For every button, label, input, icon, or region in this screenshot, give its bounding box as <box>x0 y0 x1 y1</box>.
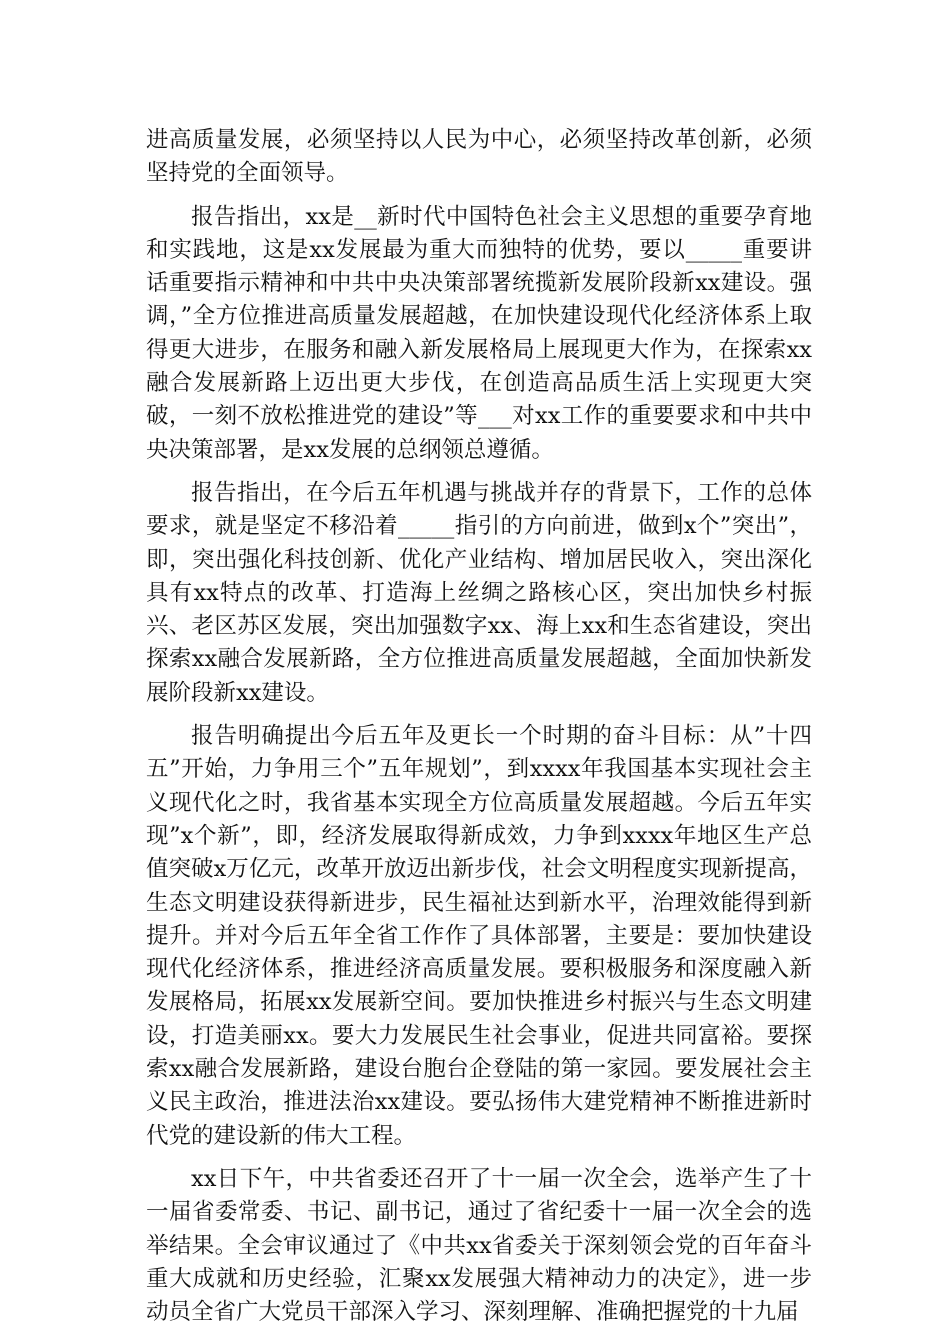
paragraph-5: xx日下午，中共省委还召开了十一届一次全会，选举产生了十一届省委常委、书记、副书记，通过了省纪委十一届一次全会的选举结果。全会审议通过了《中共xx省委关于深刻领会党的百年奋斗重大成就和历史经验，汇聚xx发展强大精神动力的决定》，进一步动员全省广大党员干部深入学习、深刻理解、准确把握党的十九届 <box>146 1165 812 1326</box>
paragraph-1: 进高质量发展，必须坚持以人民为中心，必须坚持改革创新，必须坚持党的全面领导。 <box>146 127 812 187</box>
paragraph-2: 报告指出，xx是__新时代中国特色社会主义思想的重要孕育地和实践地，这是xx发展最为重大而独特的优势，要以_____重要讲话重要指示精神和中共中央决策部署统揽新发展阶段新xx建设。强调，”全方位推进高质量发展超越，在加快建设现代化经济体系上取得更大进步，在服务和融入新发展格局上展现更大作为，在探索xx融合发展新路上迈出更大步伐，在创造高品质生活上实现更大突破，一刻不放松推进党的建设”等___对xx工作的重要要求和中共中央决策部署，是xx发展的总纲领总遵循。 <box>146 203 812 463</box>
paragraph-3: 报告指出，在今后五年机遇与挑战并存的背景下，工作的总体要求，就是坚定不移沿着_____指引的方向前进，做到x个”突出”，即，突出强化科技创新、优化产业结构、增加居民收入，突出深化具有xx特点的改革、打造海上丝绸之路核心区，突出加快乡村振兴、老区苏区发展，突出加强数字xx、海上xx和生态省建设，突出探索xx融合发展新路，全方位推进高质量发展超越，全面加快新发展阶段新xx建设。 <box>146 479 812 706</box>
document-body <box>146 124 812 1329</box>
paragraph-4: 报告明确提出今后五年及更长一个时期的奋斗目标：从”十四五”开始，力争用三个”五年规划”，到xxxx年我国基本实现社会主义现代化之时，我省基本实现全方位高质量发展超越。今后五年实现”x个新”，即，经济发展取得新成效，力争到xxxx年地区生产总值突破x万亿元，改革开放迈出新步伐，社会文明程度实现新提高，生态文明建设获得新进步，民生福祉达到新水平，治理效能得到新提升。并对今后五年全省工作作了具体部署，主要是：要加快建设现代化经济体系，推进经济高质量发展。要积极服务和深度融入新发展格局，拓展xx发展新空间。要加快推进乡村振兴与生态文明建设，打造美丽xx。要大力发展民生社会事业，促进共同富裕。要探索xx融合发展新路，建设台胞台企登陆的第一家园。要发展社会主义民主政治，推进法治xx建设。要弘扬伟大建党精神不断推进新时代党的建设新的伟大工程。 <box>146 723 812 1149</box>
